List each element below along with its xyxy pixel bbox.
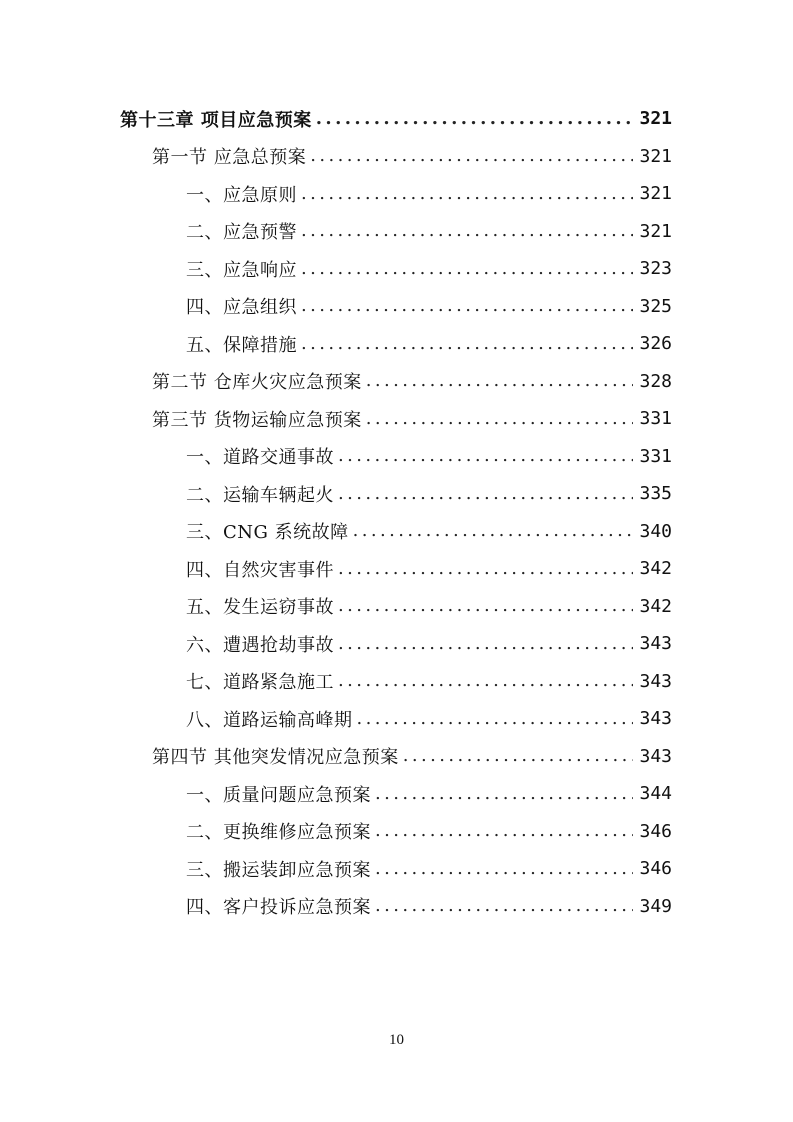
- toc-entry-page: 331: [639, 408, 672, 430]
- toc-entry-item[interactable]: [0, 513, 793, 551]
- toc-entry-label: 二、更换维修应急预案: [186, 822, 371, 844]
- toc-entry-label: 四、应急组织: [186, 297, 297, 319]
- toc-entry-page: 349: [639, 895, 672, 917]
- toc-entry-page: 335: [639, 483, 672, 505]
- toc-entry-page: 343: [639, 670, 672, 692]
- toc-entry-label: 三、CNG 系统故障: [186, 522, 349, 544]
- toc-entry-label: 四、客户投诉应急预案: [186, 897, 371, 919]
- toc-entry-item[interactable]: [0, 663, 793, 701]
- toc-dot-leader: [301, 222, 633, 240]
- toc-dot-leader: [375, 785, 633, 803]
- toc-dot-leader: [353, 522, 634, 540]
- toc-entry-label: 五、保障措施: [186, 334, 297, 356]
- toc-entry-section-2[interactable]: [0, 363, 793, 401]
- toc-entry-label: 三、应急响应: [186, 259, 297, 281]
- toc-entry-label: 三、搬运装卸应急预案: [186, 859, 371, 881]
- toc-dot-leader: [338, 485, 633, 503]
- toc-entry-item[interactable]: [0, 888, 793, 926]
- toc-entry-page: 343: [639, 708, 672, 730]
- toc-entry-item[interactable]: [0, 213, 793, 251]
- toc-entry-label: 二、运输车辆起火: [186, 484, 334, 506]
- toc-dot-leader: [301, 335, 633, 353]
- toc-entry-page: 342: [639, 595, 672, 617]
- toc-entry-label: 一、质量问题应急预案: [186, 784, 371, 806]
- toc-entry-label: 五、发生运窃事故: [186, 597, 334, 619]
- toc-dot-leader: [403, 747, 634, 765]
- toc-entry-label: 一、道路交通事故: [186, 447, 334, 469]
- toc-entry-page: 325: [639, 295, 672, 317]
- toc-entry-page: 328: [639, 370, 672, 392]
- toc-entry-section-4[interactable]: [0, 738, 793, 776]
- toc-entry-item[interactable]: [0, 475, 793, 513]
- toc-entry-section-3[interactable]: [0, 400, 793, 438]
- toc-dot-leader: [316, 110, 634, 128]
- toc-dot-leader: [338, 672, 633, 690]
- toc-entry-label: 六、遭遇抢劫事故: [186, 634, 334, 656]
- toc-entry-page: 346: [639, 858, 672, 880]
- toc-entry-item[interactable]: [0, 175, 793, 213]
- toc-entry-label: 第十三章 项目应急预案: [120, 109, 312, 131]
- toc-entry-chapter-13[interactable]: [0, 100, 793, 138]
- toc-entry-label: 第一节 应急总预案: [152, 147, 307, 169]
- toc-dot-leader: [301, 185, 633, 203]
- toc-entry-label: 八、道路运输高峰期: [186, 709, 353, 731]
- toc-dot-leader: [338, 597, 633, 615]
- toc-entry-item[interactable]: [0, 588, 793, 626]
- toc-entry-item[interactable]: [0, 550, 793, 588]
- toc-entry-item[interactable]: [0, 700, 793, 738]
- toc-dot-leader: [310, 147, 633, 165]
- toc-entry-item[interactable]: [0, 625, 793, 663]
- toc-dot-leader: [375, 822, 633, 840]
- toc-entry-item[interactable]: [0, 288, 793, 326]
- toc-dot-leader: [357, 710, 634, 728]
- toc-entry-page: 321: [639, 183, 672, 205]
- toc-entry-page: 326: [639, 333, 672, 355]
- toc-dot-leader: [338, 447, 633, 465]
- toc-entry-item[interactable]: [0, 850, 793, 888]
- toc-entry-item[interactable]: [0, 438, 793, 476]
- toc-entry-label: 第二节 仓库火灾应急预案: [152, 372, 362, 394]
- toc-entry-page: 321: [639, 108, 672, 130]
- toc-entry-page: 343: [639, 633, 672, 655]
- toc-entry-item[interactable]: [0, 325, 793, 363]
- toc-dot-leader: [338, 560, 633, 578]
- toc-entry-label: 七、道路紧急施工: [186, 672, 334, 694]
- toc-entry-page: 340: [639, 520, 672, 542]
- toc-entry-page: 344: [639, 783, 672, 805]
- toc-entry-page: 346: [639, 820, 672, 842]
- toc-entry-label: 第四节 其他突发情况应急预案: [152, 747, 399, 769]
- toc-dot-leader: [366, 410, 634, 428]
- toc-entry-label: 第三节 货物运输应急预案: [152, 409, 362, 431]
- table-of-contents: [0, 100, 793, 925]
- toc-entry-section-1[interactable]: [0, 138, 793, 176]
- toc-dot-leader: [375, 860, 633, 878]
- toc-entry-item[interactable]: [0, 775, 793, 813]
- toc-entry-label: 二、应急预警: [186, 222, 297, 244]
- toc-entry-item[interactable]: [0, 813, 793, 851]
- toc-dot-leader: [366, 372, 634, 390]
- toc-entry-item[interactable]: [0, 250, 793, 288]
- toc-dot-leader: [338, 635, 633, 653]
- toc-entry-page: 323: [639, 258, 672, 280]
- toc-dot-leader: [375, 897, 633, 915]
- toc-entry-label: 四、自然灾害事件: [186, 559, 334, 581]
- toc-entry-page: 321: [639, 145, 672, 167]
- toc-entry-page: 343: [639, 745, 672, 767]
- toc-entry-page: 331: [639, 445, 672, 467]
- toc-entry-label: 一、应急原则: [186, 184, 297, 206]
- toc-entry-page: 321: [639, 220, 672, 242]
- toc-dot-leader: [301, 260, 633, 278]
- page-number: 10: [389, 1032, 404, 1048]
- toc-entry-page: 342: [639, 558, 672, 580]
- toc-dot-leader: [301, 297, 633, 315]
